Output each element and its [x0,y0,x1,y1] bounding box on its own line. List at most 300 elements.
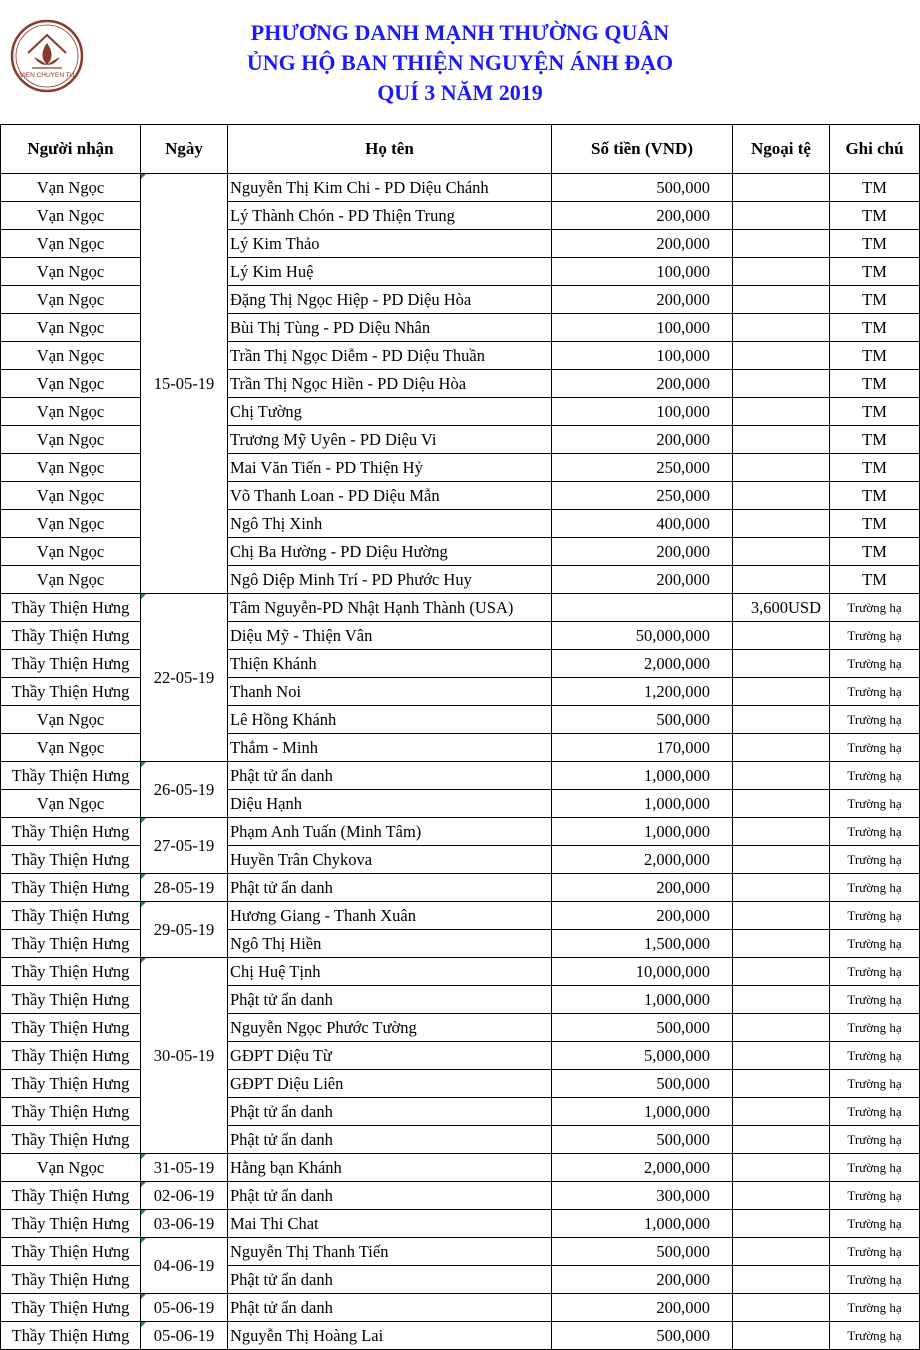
date-label: 27-05-19 [153,835,215,855]
note-cell: Trường hạ [830,902,920,930]
amount-cell: 500,000 [552,1322,733,1350]
donor-name-cell: Nguyễn Thị Thanh Tiến [228,1238,552,1266]
note-cell: Trường hạ [830,1126,920,1154]
date-cell [141,1154,228,1182]
foreign-currency-cell [733,734,830,762]
date-cell [141,958,228,1154]
donor-name-cell: Thắm - Minh [228,734,552,762]
recipient-cell: Thầy Thiện Hưng [1,1098,141,1126]
recipient-cell: Thầy Thiện Hưng [1,594,141,622]
amount-cell: 100,000 [552,258,733,286]
date-cell [141,1322,228,1350]
recipient-cell: Vạn Ngọc [1,258,141,286]
table-row [1,1126,920,1154]
cell-marker-icon [141,1238,146,1243]
date-label: 26-05-19 [153,779,215,799]
recipient-cell: Thầy Thiện Hưng [1,1322,141,1350]
note-cell: TM [830,426,920,454]
table-row [1,986,920,1014]
foreign-currency-cell [733,846,830,874]
document-header [0,0,920,124]
foreign-currency-cell [733,1070,830,1098]
note-cell: TM [830,482,920,510]
recipient-cell: Vạn Ngọc [1,482,141,510]
table-row [1,958,920,986]
note-cell: Trường hạ [830,1182,920,1210]
recipient-cell: Vạn Ngọc [1,230,141,258]
foreign-currency-cell [733,454,830,482]
foreign-currency-cell [733,1182,830,1210]
recipient-cell: Thầy Thiện Hưng [1,678,141,706]
donor-name-cell: GĐPT Diệu Liên [228,1070,552,1098]
foreign-currency-cell: 3,600USD [733,594,830,622]
date-label: 04-06-19 [153,1255,215,1275]
donor-name-cell: Chị Ba Hường - PD Diệu Hường [228,538,552,566]
foreign-currency-cell [733,790,830,818]
recipient-cell: Vạn Ngọc [1,454,141,482]
table-row [1,734,920,762]
amount-cell: 250,000 [552,482,733,510]
amount-cell: 200,000 [552,566,733,594]
recipient-cell: Thầy Thiện Hưng [1,1210,141,1238]
table-row [1,1154,920,1182]
foreign-currency-cell [733,342,830,370]
date-cell [141,174,228,594]
foreign-currency-cell [733,482,830,510]
column-header-amount: Số tiền (VND) [552,125,733,174]
donor-name-cell: Trần Thị Ngọc Diễm - PD Diệu Thuần [228,342,552,370]
table-row [1,650,920,678]
donor-name-cell: Hằng bạn Khánh [228,1154,552,1182]
amount-cell: 500,000 [552,1126,733,1154]
table-row [1,622,920,650]
amount-cell: 200,000 [552,230,733,258]
table-row [1,902,920,930]
amount-cell: 200,000 [552,202,733,230]
table-row [1,370,920,398]
donor-name-cell: Phật tử ẩn danh [228,874,552,902]
recipient-cell: Thầy Thiện Hưng [1,1266,141,1294]
table-row [1,1014,920,1042]
amount-cell: 300,000 [552,1182,733,1210]
amount-cell: 1,500,000 [552,930,733,958]
donor-name-cell: Lý Thành Chón - PD Thiện Trung [228,202,552,230]
date-label: 22-05-19 [153,667,215,687]
donor-name-cell: Phật tử ẩn danh [228,986,552,1014]
table-row [1,174,920,202]
table-row [1,790,920,818]
note-cell: Trường hạ [830,1014,920,1042]
donor-name-cell: Diệu Hạnh [228,790,552,818]
amount-cell: 100,000 [552,314,733,342]
donor-name-cell: Diệu Mỹ - Thiện Vân [228,622,552,650]
amount-cell: 170,000 [552,734,733,762]
note-cell: Trường hạ [830,958,920,986]
date-label: 29-05-19 [153,919,215,939]
recipient-cell: Vạn Ngọc [1,734,141,762]
note-cell: Trường hạ [830,650,920,678]
recipient-cell: Thầy Thiện Hưng [1,902,141,930]
table-row [1,706,920,734]
note-cell: Trường hạ [830,874,920,902]
title-line-3: QUÍ 3 NĂM 2019 [377,80,543,105]
foreign-currency-cell [733,510,830,538]
table-row [1,1070,920,1098]
cell-marker-icon [141,1182,146,1187]
table-row [1,342,920,370]
table-row [1,538,920,566]
cell-marker-icon [141,174,146,179]
table-row [1,398,920,426]
date-cell [141,762,228,818]
table-row [1,482,920,510]
table-row [1,1238,920,1266]
foreign-currency-cell [733,538,830,566]
note-cell: Trường hạ [830,762,920,790]
note-cell: TM [830,230,920,258]
table-row [1,426,920,454]
amount-cell: 500,000 [552,1070,733,1098]
note-cell: Trường hạ [830,790,920,818]
donor-name-cell: Lê Hồng Khánh [228,706,552,734]
date-cell [141,818,228,874]
donor-name-cell: Bùi Thị Tùng - PD Diệu Nhân [228,314,552,342]
recipient-cell: Thầy Thiện Hưng [1,818,141,846]
table-row [1,314,920,342]
date-cell [141,1182,228,1210]
foreign-currency-cell [733,1126,830,1154]
table-body [1,174,920,1350]
donor-name-cell: Thanh Noi [228,678,552,706]
amount-cell: 500,000 [552,1014,733,1042]
note-cell: Trường hạ [830,594,920,622]
donor-name-cell: Ngô Thị Hiền [228,930,552,958]
donor-name-cell: Nguyễn Thị Hoàng Lai [228,1322,552,1350]
donor-name-cell: Lý Kim Huệ [228,258,552,286]
amount-cell: 200,000 [552,1266,733,1294]
note-cell: Trường hạ [830,1294,920,1322]
note-cell: TM [830,286,920,314]
table-row [1,1322,920,1350]
donor-name-cell: Nguyễn Thị Kim Chi - PD Diệu Chánh [228,174,552,202]
foreign-currency-cell [733,426,830,454]
recipient-cell: Thầy Thiện Hưng [1,930,141,958]
amount-cell: 50,000,000 [552,622,733,650]
donor-name-cell: GĐPT Diệu Từ [228,1042,552,1070]
title-line-2: ỦNG HỘ BAN THIỆN NGUYỆN ÁNH ĐẠO [246,50,674,75]
column-header-date: Ngày [141,125,228,174]
recipient-cell: Vạn Ngọc [1,202,141,230]
foreign-currency-cell [733,930,830,958]
donor-name-cell: Trần Thị Ngọc Hiền - PD Diệu Hòa [228,370,552,398]
amount-cell: 200,000 [552,426,733,454]
donor-name-cell: Hương Giang - Thanh Xuân [228,902,552,930]
amount-cell: 100,000 [552,398,733,426]
amount-cell: 2,000,000 [552,846,733,874]
column-header-note: Ghi chú [830,125,920,174]
foreign-currency-cell [733,398,830,426]
amount-cell: 1,000,000 [552,762,733,790]
date-label: 28-05-19 [153,877,215,897]
table-row [1,510,920,538]
recipient-cell: Vạn Ngọc [1,426,141,454]
recipient-cell: Thầy Thiện Hưng [1,874,141,902]
recipient-cell: Vạn Ngọc [1,174,141,202]
donor-name-cell: Phật tử ẩn danh [228,1294,552,1322]
note-cell: Trường hạ [830,846,920,874]
recipient-cell: Vạn Ngọc [1,1154,141,1182]
foreign-currency-cell [733,1042,830,1070]
table-row [1,846,920,874]
amount-cell: 10,000,000 [552,958,733,986]
foreign-currency-cell [733,706,830,734]
note-cell: TM [830,258,920,286]
amount-cell: 1,000,000 [552,1098,733,1126]
amount-cell: 500,000 [552,1238,733,1266]
note-cell: Trường hạ [830,678,920,706]
amount-cell: 1,200,000 [552,678,733,706]
amount-cell: 1,000,000 [552,818,733,846]
recipient-cell: Vạn Ngọc [1,538,141,566]
recipient-cell: Thầy Thiện Hưng [1,958,141,986]
foreign-currency-cell [733,1322,830,1350]
amount-cell: 200,000 [552,874,733,902]
note-cell: Trường hạ [830,1154,920,1182]
amount-cell: 1,000,000 [552,790,733,818]
donor-name-cell: Phật tử ẩn danh [228,1098,552,1126]
note-cell: Trường hạ [830,1070,920,1098]
note-cell: Trường hạ [830,930,920,958]
amount-cell: 500,000 [552,706,733,734]
foreign-currency-cell [733,902,830,930]
recipient-cell: Vạn Ngọc [1,790,141,818]
foreign-currency-cell [733,986,830,1014]
recipient-cell: Vạn Ngọc [1,398,141,426]
foreign-currency-cell [733,622,830,650]
table-row [1,594,920,622]
note-cell: TM [830,370,920,398]
foreign-currency-cell [733,1014,830,1042]
donor-name-cell: Trương Mỹ Uyên - PD Diệu Vi [228,426,552,454]
date-label: 31-05-19 [153,1157,215,1177]
column-header-recipient: Người nhận [1,125,141,174]
table-row [1,566,920,594]
column-header-foreign-currency: Ngoại tệ [733,125,830,174]
note-cell: TM [830,398,920,426]
date-label: 02-06-19 [153,1185,215,1205]
recipient-cell: Thầy Thiện Hưng [1,1238,141,1266]
donor-name-cell: Phật tử ẩn danh [228,1126,552,1154]
date-cell [141,1238,228,1294]
foreign-currency-cell [733,286,830,314]
foreign-currency-cell [733,1238,830,1266]
foreign-currency-cell [733,230,830,258]
foreign-currency-cell [733,958,830,986]
recipient-cell: Vạn Ngọc [1,566,141,594]
recipient-cell: Thầy Thiện Hưng [1,846,141,874]
table-header-row [1,125,920,174]
date-label: 15-05-19 [153,373,215,393]
note-cell: Trường hạ [830,1098,920,1126]
foreign-currency-cell [733,762,830,790]
donor-name-cell: Chị Huệ Tịnh [228,958,552,986]
cell-marker-icon [141,1322,146,1327]
cell-marker-icon [141,874,146,879]
foreign-currency-cell [733,566,830,594]
note-cell: Trường hạ [830,706,920,734]
date-cell [141,1294,228,1322]
donor-name-cell: Mai Thi Chat [228,1210,552,1238]
amount-cell: 250,000 [552,454,733,482]
donor-name-cell: Phật tử ẩn danh [228,762,552,790]
amount-cell: 400,000 [552,510,733,538]
cell-marker-icon [141,1294,146,1299]
donation-table [0,124,920,1350]
cell-marker-icon [141,818,146,823]
foreign-currency-cell [733,174,830,202]
recipient-cell: Vạn Ngọc [1,510,141,538]
table-row [1,1210,920,1238]
foreign-currency-cell [733,314,830,342]
amount-cell: 500,000 [552,174,733,202]
table-row [1,1182,920,1210]
date-cell [141,902,228,958]
recipient-cell: Thầy Thiện Hưng [1,1042,141,1070]
foreign-currency-cell [733,258,830,286]
table-row [1,258,920,286]
donor-name-cell: Phật tử ẩn danh [228,1182,552,1210]
donor-name-cell: Phật tử ẩn danh [228,1266,552,1294]
donor-name-cell: Nguyễn Ngọc Phước Tường [228,1014,552,1042]
foreign-currency-cell [733,1154,830,1182]
date-cell [141,1210,228,1238]
table-row [1,818,920,846]
foreign-currency-cell [733,1294,830,1322]
amount-cell: 200,000 [552,538,733,566]
donor-name-cell: Đặng Thị Ngọc Hiệp - PD Diệu Hòa [228,286,552,314]
recipient-cell: Vạn Ngọc [1,706,141,734]
foreign-currency-cell [733,818,830,846]
recipient-cell: Thầy Thiện Hưng [1,1182,141,1210]
cell-marker-icon [141,1210,146,1215]
table-row [1,874,920,902]
note-cell: Trường hạ [830,818,920,846]
donor-name-cell: Võ Thanh Loan - PD Diệu Mẫn [228,482,552,510]
note-cell: Trường hạ [830,622,920,650]
logo-text: VIEN CHUYEN TU [19,72,75,79]
note-cell: TM [830,510,920,538]
note-cell: TM [830,202,920,230]
foreign-currency-cell [733,874,830,902]
foreign-currency-cell [733,678,830,706]
table-row [1,454,920,482]
donor-name-cell: Ngô Thị Xinh [228,510,552,538]
recipient-cell: Vạn Ngọc [1,314,141,342]
table-row [1,1042,920,1070]
note-cell: TM [830,314,920,342]
note-cell: Trường hạ [830,1210,920,1238]
amount-cell: 1,000,000 [552,1210,733,1238]
recipient-cell: Vạn Ngọc [1,286,141,314]
amount-cell: 5,000,000 [552,1042,733,1070]
note-cell: Trường hạ [830,734,920,762]
date-cell [141,594,228,762]
column-header-name: Họ tên [228,125,552,174]
amount-cell: 200,000 [552,286,733,314]
foreign-currency-cell [733,1266,830,1294]
cell-marker-icon [141,1154,146,1159]
recipient-cell: Thầy Thiện Hưng [1,622,141,650]
recipient-cell: Vạn Ngọc [1,370,141,398]
amount-cell: 200,000 [552,1294,733,1322]
donor-name-cell: Ngô Diệp Minh Trí - PD Phước Huy [228,566,552,594]
cell-marker-icon [141,958,146,963]
note-cell: TM [830,342,920,370]
date-label: 05-06-19 [153,1325,215,1345]
recipient-cell: Thầy Thiện Hưng [1,762,141,790]
table-row [1,1294,920,1322]
recipient-cell: Thầy Thiện Hưng [1,1070,141,1098]
amount-cell: 200,000 [552,370,733,398]
recipient-cell: Thầy Thiện Hưng [1,1014,141,1042]
foreign-currency-cell [733,1098,830,1126]
cell-marker-icon [141,594,146,599]
table-row [1,1266,920,1294]
date-label: 03-06-19 [153,1213,215,1233]
note-cell: TM [830,174,920,202]
note-cell: TM [830,566,920,594]
cell-marker-icon [141,902,146,907]
donor-name-cell: Phạm Anh Tuấn (Minh Tâm) [228,818,552,846]
donor-name-cell: Tâm Nguyễn-PD Nhật Hạnh Thành (USA) [228,594,552,622]
donor-name-cell: Chị Tường [228,398,552,426]
note-cell: TM [830,454,920,482]
note-cell: Trường hạ [830,1266,920,1294]
amount-cell: 2,000,000 [552,650,733,678]
date-label: 05-06-19 [153,1297,215,1317]
table-row [1,230,920,258]
recipient-cell: Thầy Thiện Hưng [1,986,141,1014]
foreign-currency-cell [733,202,830,230]
foreign-currency-cell [733,650,830,678]
note-cell: Trường hạ [830,1322,920,1350]
note-cell: Trường hạ [830,1042,920,1070]
foreign-currency-cell [733,1210,830,1238]
donor-name-cell: Lý Kim Thảo [228,230,552,258]
note-cell: TM [830,538,920,566]
recipient-cell: Thầy Thiện Hưng [1,1126,141,1154]
amount-cell: 1,000,000 [552,986,733,1014]
amount-cell: 200,000 [552,902,733,930]
table-row [1,930,920,958]
cell-marker-icon [141,762,146,767]
date-cell [141,874,228,902]
foreign-currency-cell [733,370,830,398]
table-row [1,202,920,230]
title-line-1: PHƯƠNG DANH MẠNH THƯỜNG QUÂN [250,20,670,45]
table-row [1,286,920,314]
table-row [1,762,920,790]
donor-name-cell: Huyền Trân Chykova [228,846,552,874]
amount-cell: 2,000,000 [552,1154,733,1182]
date-label: 30-05-19 [153,1045,215,1065]
table-row [1,678,920,706]
donor-name-cell: Thiện Khánh [228,650,552,678]
table-row [1,1098,920,1126]
note-cell: Trường hạ [830,986,920,1014]
recipient-cell: Thầy Thiện Hưng [1,650,141,678]
amount-cell [552,594,733,622]
